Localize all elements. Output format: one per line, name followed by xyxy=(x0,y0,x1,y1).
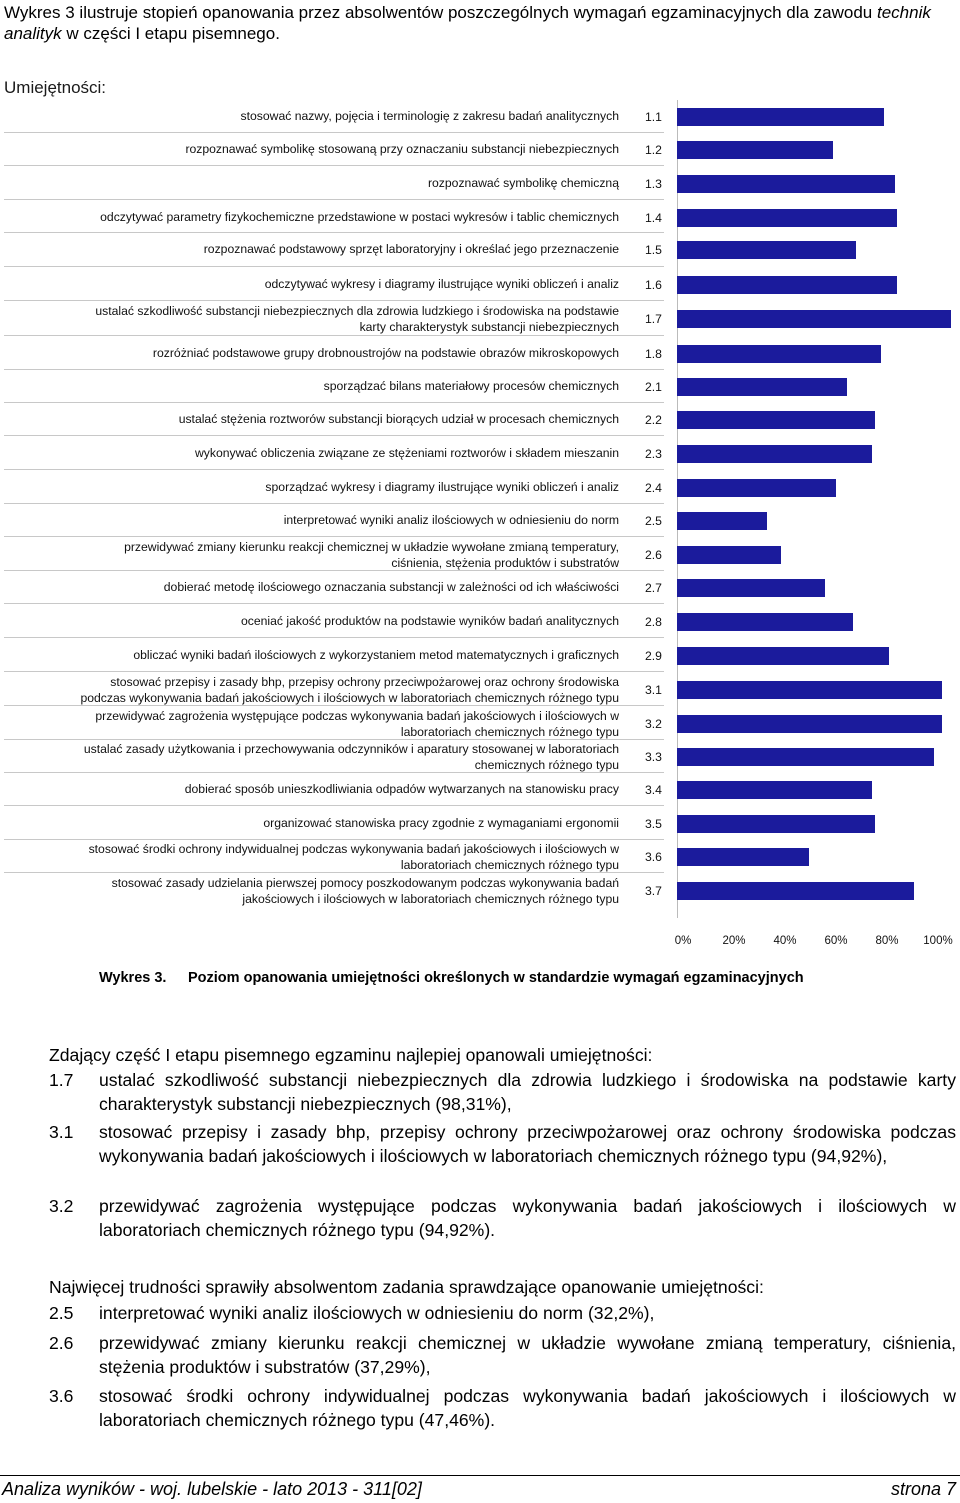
skill-label xyxy=(263,816,619,832)
best-skill-item xyxy=(49,1069,956,1116)
x-tick-label: 60% xyxy=(824,935,848,947)
item-text: stosować środki ochrony indywidualnej podczas wykonywania badań jakościowych i ilościowych w laboratoriach chemicznych różnego typu (47,46%). xyxy=(99,1386,956,1430)
intro-profession: technik analityk xyxy=(4,3,931,43)
item-code: 3.1 xyxy=(49,1122,74,1142)
skill-bar xyxy=(677,512,767,530)
row-separator xyxy=(4,335,664,336)
caption-text: Poziom opanowania umiejętności określonych w standardzie wymagań egzaminacyjnych xyxy=(188,970,804,986)
row-separator xyxy=(4,369,664,370)
row-separator xyxy=(4,637,664,638)
skill-label-line: ustalać zasady użytkowania i przechowywania odczynników i aparatury stosowanej w laboratoriach xyxy=(83,742,619,756)
row-separator xyxy=(4,839,664,840)
skill-label-line: rozpoznawać symbolikę chemiczną xyxy=(427,176,619,190)
skill-code: 3.1 xyxy=(645,683,662,697)
skill-code: 1.1 xyxy=(645,110,662,124)
row-separator xyxy=(4,132,664,133)
skill-label-line: dobierać sposób unieszkodliwiania odpadów wytwarzanych na stanowisku pracy xyxy=(184,782,619,796)
skill-code: 2.5 xyxy=(645,514,662,528)
footer-title: Analiza wyników - woj. lubelskie - lato 2013 - 311[02] xyxy=(2,1479,422,1499)
row-separator xyxy=(4,671,664,672)
skill-code: 2.9 xyxy=(645,649,662,663)
item-text: przewidywać zmiany kierunku reakcji chemicznej w układzie wywołane zmianą temperatury, ciśnienia, stężenia produktów i substratów (37,29%), xyxy=(99,1333,956,1377)
x-tick-label: 100% xyxy=(923,935,953,947)
skill-code: 2.7 xyxy=(645,581,662,595)
skill-bar xyxy=(677,613,853,631)
x-tick-label: 20% xyxy=(722,935,746,947)
skill-label-line: oceniać jakość produktów na podstawie wyników badań analitycznych xyxy=(240,614,619,628)
skill-code: 3.5 xyxy=(645,817,662,831)
best-skills-heading: Zdający część I etapu pisemnego egzaminu najlepiej opanowali umiejętności: xyxy=(49,1045,653,1065)
worst-skill-item xyxy=(49,1332,956,1379)
skill-label xyxy=(124,540,619,571)
best-skill-item xyxy=(49,1121,956,1168)
skill-label-line: obliczać wyniki badań ilościowych z wykorzystaniem metod matematycznych i graficznych xyxy=(133,648,619,662)
skill-label-line: rozpoznawać podstawowy sprzęt laboratoryjny i określać jego przeznaczenie xyxy=(203,242,619,256)
skill-code: 1.8 xyxy=(645,347,662,361)
row-separator xyxy=(4,603,664,604)
worst-skill-item xyxy=(49,1302,956,1326)
skill-label xyxy=(204,242,619,258)
skill-code: 2.4 xyxy=(645,481,662,495)
caption-number: Wykres 3. xyxy=(99,970,167,986)
skill-label xyxy=(164,580,619,596)
skill-label xyxy=(324,379,619,395)
skill-code: 2.8 xyxy=(645,615,662,629)
skill-bar xyxy=(677,241,856,259)
skill-code: 3.7 xyxy=(645,884,662,898)
skill-label-line: stosować nazwy, pojęcia i terminologię z zakresu badań analitycznych xyxy=(240,109,619,123)
skill-label xyxy=(428,176,619,192)
skill-bar xyxy=(677,209,897,227)
skill-label xyxy=(95,709,619,740)
skill-bar xyxy=(677,715,942,733)
skill-bar xyxy=(677,479,836,497)
skill-bar xyxy=(677,882,914,900)
skill-code: 3.6 xyxy=(645,850,662,864)
item-code: 1.7 xyxy=(49,1070,74,1090)
skill-label xyxy=(179,412,619,428)
row-separator xyxy=(4,300,664,301)
skill-bar xyxy=(677,848,809,866)
row-separator xyxy=(4,402,664,403)
x-tick-label: 40% xyxy=(773,935,797,947)
skill-label-line: sporządzać wykresy i diagramy ilustrujące wyniki obliczeń i analiz xyxy=(265,480,619,494)
skill-label-line: ciśnienia, stężenia produktów i substratów xyxy=(391,555,619,570)
skill-label xyxy=(84,742,619,773)
intro-text-2: w części I etapu pisemnego. xyxy=(61,24,280,43)
skill-label xyxy=(185,142,619,158)
skill-label-line: jakościowych i ilościowych w laboratoriach chemicznych różnego typu xyxy=(242,891,619,906)
row-separator xyxy=(4,232,664,233)
skill-label xyxy=(95,304,619,335)
item-code: 3.2 xyxy=(49,1196,74,1216)
row-separator xyxy=(4,469,664,470)
item-text: przewidywać zagrożenia występujące podczas wykonywania badań jakościowych i ilościowych w laboratoriach chemicznych różnego typu (94,92%). xyxy=(99,1196,956,1240)
skill-code: 1.6 xyxy=(645,278,662,292)
skill-label-line: dobierać metodę ilościowego oznaczania substancji w zależności od ich właściwości xyxy=(163,580,619,594)
skill-code: 1.3 xyxy=(645,177,662,191)
skill-bar xyxy=(677,445,872,463)
best-skill-item xyxy=(49,1195,956,1242)
skill-code: 2.2 xyxy=(645,413,662,427)
skill-label-line: ustalać szkodliwość substancji niebezpiecznych dla zdrowia ludzkiego i środowiska na podstawie xyxy=(95,304,619,318)
skill-label-line: chemicznych różnego typu xyxy=(474,757,619,772)
item-text: interpretować wyniki analiz ilościowych w odniesieniu do norm (32,2%), xyxy=(99,1303,655,1323)
skill-code: 2.1 xyxy=(645,380,662,394)
skill-code: 1.7 xyxy=(645,312,662,326)
skill-label xyxy=(89,842,619,873)
footer-divider xyxy=(0,1475,960,1476)
row-separator xyxy=(4,503,664,504)
skill-label-line: podczas wykonywania badań jakościowych i ilościowych w laboratoriach chemicznych różnego typu xyxy=(80,690,619,705)
skill-label xyxy=(284,513,619,529)
skill-bar xyxy=(677,411,875,429)
skill-bar xyxy=(677,276,897,294)
skill-label xyxy=(265,480,619,496)
skill-label xyxy=(100,210,619,226)
x-tick-label: 80% xyxy=(875,935,899,947)
item-text: ustalać szkodliwość substancji niebezpiecznych dla zdrowia ludzkiego i środowiska na podstawie karty charakterystyk substancji niebezpiecznych (98,31%), xyxy=(99,1070,956,1114)
skill-label xyxy=(241,109,619,125)
skill-bar xyxy=(677,310,951,328)
skill-bar xyxy=(677,681,942,699)
intro-text-1: Wykres 3 ilustruje stopień opanowania przez absolwentów poszczególnych wymagań egzaminacyjnych dla zawodu xyxy=(4,3,877,22)
row-separator xyxy=(4,165,664,166)
skill-label-line: przewidywać zagrożenia występujące podczas wykonywania badań jakościowych i ilościowych w xyxy=(95,709,619,723)
skill-bar xyxy=(677,175,895,193)
skill-label xyxy=(112,876,619,907)
skill-bar xyxy=(677,781,872,799)
worst-skill-item xyxy=(49,1385,956,1432)
skill-label-line: laboratoriach chemicznych różnego typu xyxy=(400,724,619,739)
skill-label-line: przewidywać zmiany kierunku reakcji chemicznej w układzie wywołane zmianą temperatury, xyxy=(124,540,619,554)
skill-label xyxy=(241,614,619,630)
skill-label-line: karty charakterystyk substancji niebezpiecznych xyxy=(359,319,619,334)
skill-label-line: wykonywać obliczenia związane ze stężeniami roztworów i składem mieszanin xyxy=(194,446,619,460)
skill-label-line: odczytywać parametry fizykochemiczne przedstawione w postaci wykresów i tablic chemicznych xyxy=(100,210,619,224)
page-number: strona 7 xyxy=(890,1479,956,1499)
skill-label-line: ustalać stężenia roztworów substancji biorących udział w procesach chemicznych xyxy=(178,412,619,426)
skill-bar xyxy=(677,748,934,766)
skill-bar xyxy=(677,579,825,597)
skill-bar xyxy=(677,647,889,665)
item-code: 2.5 xyxy=(49,1303,74,1323)
row-separator xyxy=(4,199,664,200)
skill-code: 2.6 xyxy=(645,548,662,562)
skill-code: 2.3 xyxy=(645,447,662,461)
skill-label-line: stosować przepisy i zasady bhp, przepisy ochrony przeciwpożarowej oraz ochrony środowiska xyxy=(110,675,619,689)
skills-heading: Umiejętności: xyxy=(4,78,107,97)
worst-skills-heading: Najwięcej trudności sprawiły absolwentom zadania sprawdzające opanowanie umiejętności: xyxy=(49,1277,764,1297)
skill-label-line: rozróżniać podstawowe grupy drobnoustrojów na podstawie obrazów mikroskopowych xyxy=(152,346,619,360)
skill-code: 3.4 xyxy=(645,783,662,797)
row-separator xyxy=(4,536,664,537)
skill-label xyxy=(80,675,619,706)
skill-label xyxy=(265,277,619,293)
x-tick-label: 0% xyxy=(674,935,692,947)
skill-label xyxy=(153,346,619,362)
skill-label-line: laboratoriach chemicznych różnego typu xyxy=(400,857,619,872)
skill-bar xyxy=(677,546,781,564)
skill-bar xyxy=(677,815,875,833)
item-code: 2.6 xyxy=(49,1333,74,1353)
skill-bar xyxy=(677,108,884,126)
skill-label-line: odczytywać wykresy i diagramy ilustrujące wyniki obliczeń i analiz xyxy=(264,277,619,291)
skill-code: 1.2 xyxy=(645,143,662,157)
skill-code: 3.2 xyxy=(645,717,662,731)
skill-label-line: sporządzać bilans materiałowy procesów chemicznych xyxy=(323,379,619,393)
skill-code: 1.5 xyxy=(645,243,662,257)
skill-label-line: stosować zasady udzielania pierwszej pomocy poszkodowanym podczas wykonywania badań xyxy=(111,876,619,890)
skill-label xyxy=(133,648,619,664)
row-separator xyxy=(4,266,664,267)
skill-code: 1.4 xyxy=(645,211,662,225)
skill-label xyxy=(195,446,619,462)
skill-label xyxy=(185,782,619,798)
skill-label-line: organizować stanowiska pracy zgodnie z wymaganiami ergonomii xyxy=(263,816,619,830)
skill-code: 3.3 xyxy=(645,750,662,764)
row-separator xyxy=(4,805,664,806)
skill-label-line: interpretować wyniki analiz ilościowych w odniesieniu do norm xyxy=(283,513,619,527)
skill-bar xyxy=(677,345,881,363)
row-separator xyxy=(4,435,664,436)
skill-label-line: rozpoznawać symbolikę stosowaną przy oznaczaniu substancji niebezpiecznych xyxy=(185,142,619,156)
item-code: 3.6 xyxy=(49,1386,74,1406)
item-text: stosować przepisy i zasady bhp, przepisy ochrony przeciwpożarowej oraz ochrony środowiska podczas wykonywania badań jakościowych i ilościowych w laboratoriach chemicznych różnego typu (94,92%), xyxy=(99,1122,956,1166)
skill-bar xyxy=(677,378,847,396)
skill-bar xyxy=(677,141,833,159)
skill-label-line: stosować środki ochrony indywidualnej podczas wykonywania badań jakościowych i ilościowych w xyxy=(88,842,619,856)
